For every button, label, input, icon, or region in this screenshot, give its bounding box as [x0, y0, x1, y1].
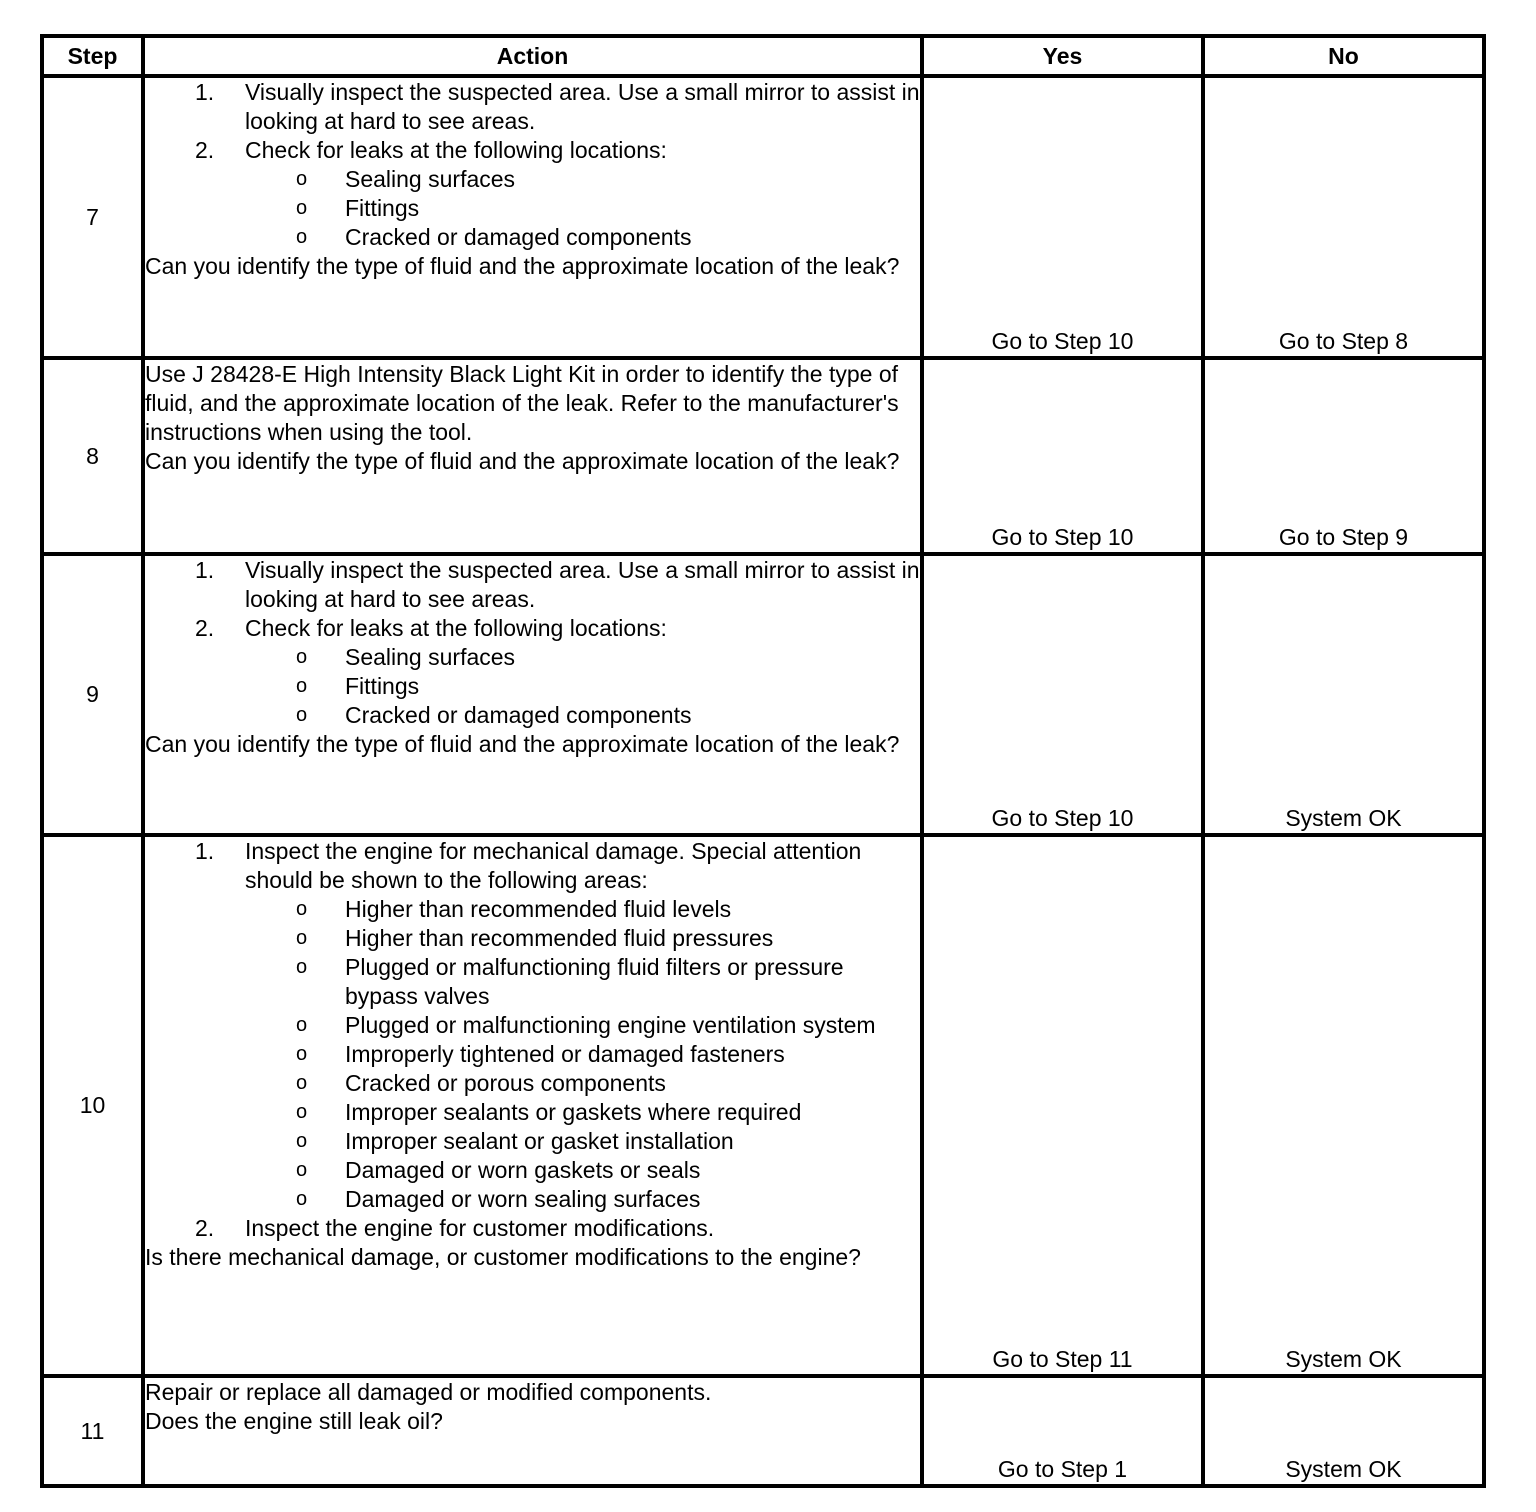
bullet-icon: o	[296, 646, 308, 668]
question-text: Is there mechanical damage, or customer modifications to the engine?	[145, 1244, 861, 1270]
bullet-item: o Fittings	[296, 673, 420, 699]
list-item: 2. Inspect the engine for customer modifications.	[195, 1215, 715, 1241]
bullet-item: o Damaged or worn sealing surfaces	[296, 1186, 701, 1212]
no-cell: Go to Step 8	[1203, 76, 1484, 358]
header-step: Step	[42, 36, 143, 76]
question-text: Can you identify the type of fluid and the approximate location of the leak?	[145, 731, 900, 757]
bullet-item: o Plugged or malfunctioning fluid filters or pressure bypass valves	[296, 954, 844, 1009]
bullet-item: o Improper sealants or gaskets where required	[296, 1099, 802, 1125]
list-item: 2. Check for leaks at the following locations: o Sealing surfaces o Fittings o Cracked or damaged components	[145, 136, 920, 252]
step-number: 8	[42, 358, 143, 554]
table-row-step-9	[42, 554, 1484, 835]
bullet-icon: o	[296, 956, 308, 978]
bullet-icon: o	[296, 1159, 308, 1181]
bullet-list	[245, 643, 920, 730]
numbered-list	[145, 837, 920, 1243]
action-cell	[143, 76, 922, 358]
bullet-item: o Sealing surfaces	[296, 166, 516, 192]
numbered-list	[145, 556, 920, 730]
bullet-item: o Improper sealant or gasket installation	[296, 1128, 734, 1154]
bullet-list	[245, 895, 920, 1214]
step-number: 10	[42, 835, 143, 1376]
yes-cell: Go to Step 11	[922, 835, 1203, 1376]
step-number: 7	[42, 76, 143, 358]
bullet-item: o Damaged or worn gaskets or seals	[296, 1157, 701, 1183]
table-row-step-10	[42, 835, 1484, 1376]
bullet-item: o Higher than recommended fluid pressures	[296, 925, 774, 951]
list-item: 2. Check for leaks at the following locations: o Sealing surfaces o Fittings o Cracked or damaged components	[145, 614, 920, 730]
header-no: No	[1203, 36, 1484, 76]
table-row-step-11	[42, 1376, 1484, 1486]
yes-cell: Go to Step 10	[922, 358, 1203, 554]
bullet-icon: o	[296, 675, 308, 697]
bullet-icon: o	[296, 1043, 308, 1065]
bullet-icon: o	[296, 1101, 308, 1123]
yes-cell: Go to Step 10	[922, 76, 1203, 358]
header-row	[42, 36, 1484, 76]
list-item: 1. Visually inspect the suspected area. Use a small mirror to assist in looking at hard to see areas.	[195, 557, 920, 612]
bullet-icon: o	[296, 927, 308, 949]
bullet-item: o Higher than recommended fluid levels	[296, 896, 732, 922]
yes-cell: Go to Step 10	[922, 554, 1203, 835]
question-text: Can you identify the type of fluid and the approximate location of the leak?	[145, 253, 900, 279]
bullet-item: o Improperly tightened or damaged fasteners	[296, 1041, 785, 1067]
question-text: Does the engine still leak oil?	[145, 1408, 443, 1434]
header-action: Action	[143, 36, 922, 76]
bullet-item: o Sealing surfaces	[296, 644, 516, 670]
step-number: 11	[42, 1376, 143, 1486]
instruction-text: Use J 28428-E High Intensity Black Light Kit in order to identify the type of fluid, and the approximate location of the leak. Refer to the manufacturer's instructions when using the tool.	[145, 361, 899, 445]
no-cell: System OK	[1203, 554, 1484, 835]
instruction-text: Repair or replace all damaged or modified components.	[145, 1379, 712, 1405]
bullet-item: o Cracked or damaged components	[296, 224, 692, 250]
bullet-icon: o	[296, 1188, 308, 1210]
bullet-icon: o	[296, 1014, 308, 1036]
list-item: 1. Inspect the engine for mechanical damage. Special attention should be shown to the following areas: o Higher than recommended fluid levels o Higher than recommended fluid pressures o Plugged or malfunctioning fluid filters or pressure bypass valves o Plugged or malfunctioning engine ventilation system o Improperly tightened or damaged fasteners o Cracked or porous components o Improper sealants or gaskets where required o Improper sealant or gasket installation o Damaged or worn gaskets or seals o Damaged or worn sealing surfaces	[145, 837, 920, 1214]
bullet-item: o Plugged or malfunctioning engine ventilation system	[296, 1012, 876, 1038]
yes-cell: Go to Step 1	[922, 1376, 1203, 1486]
bullet-icon: o	[296, 226, 308, 248]
bullet-list	[245, 165, 920, 252]
action-cell	[143, 1376, 922, 1486]
table-row-step-7	[42, 76, 1484, 358]
no-cell: System OK	[1203, 835, 1484, 1376]
no-cell: System OK	[1203, 1376, 1484, 1486]
action-cell	[143, 358, 922, 554]
bullet-item: o Cracked or porous components	[296, 1070, 666, 1096]
step-number: 9	[42, 554, 143, 835]
bullet-icon: o	[296, 197, 308, 219]
header-yes: Yes	[922, 36, 1203, 76]
no-cell: Go to Step 9	[1203, 358, 1484, 554]
bullet-icon: o	[296, 1130, 308, 1152]
bullet-icon: o	[296, 1072, 308, 1094]
action-cell	[143, 554, 922, 835]
bullet-icon: o	[296, 704, 308, 726]
action-cell	[143, 835, 922, 1376]
numbered-list	[145, 78, 920, 252]
diagnostic-table	[40, 34, 1486, 1488]
table-row-step-8	[42, 358, 1484, 554]
bullet-icon: o	[296, 898, 308, 920]
question-text: Can you identify the type of fluid and the approximate location of the leak?	[145, 448, 900, 474]
list-item: 1. Visually inspect the suspected area. Use a small mirror to assist in looking at hard to see areas.	[195, 79, 920, 134]
bullet-item: o Cracked or damaged components	[296, 702, 692, 728]
bullet-item: o Fittings	[296, 195, 420, 221]
bullet-icon: o	[296, 168, 308, 190]
